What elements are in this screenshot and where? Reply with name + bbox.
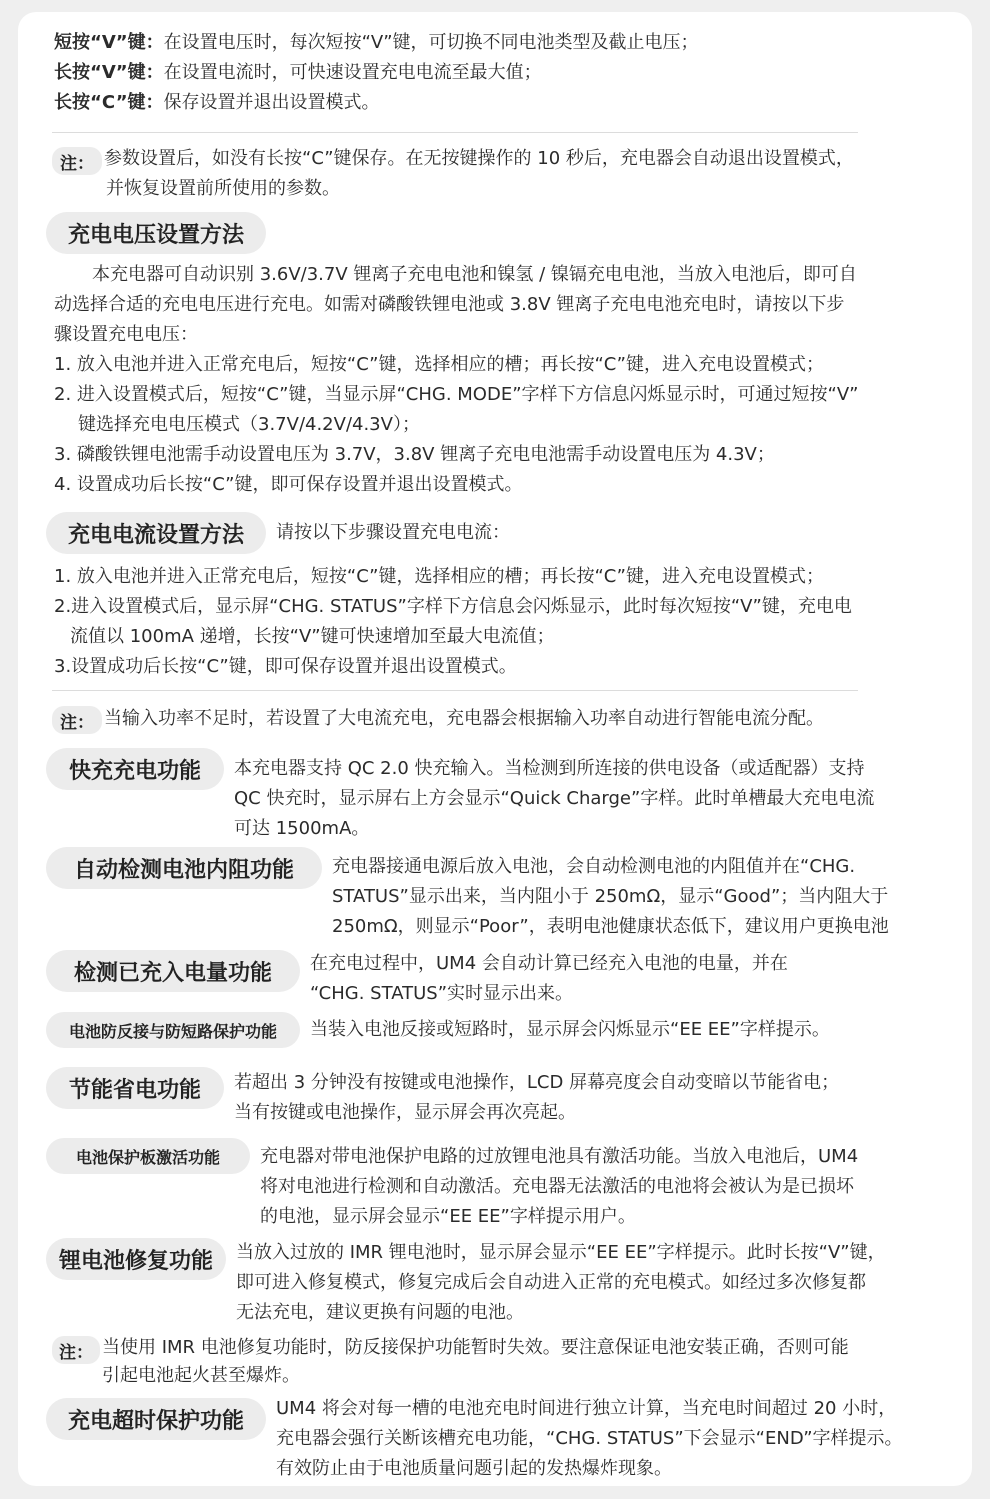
voltage-intro-line: 本充电器可自动识别 3.6V/3.7V 锂离子充电电池和镍氢 / 镍镉充电电池，当放入电池后，即可自: [92, 264, 857, 285]
current-subtitle: 请按以下步骤设置充电电流：: [276, 522, 510, 543]
voltage-step: 4. 设置成功后长按“C”键，即可保存设置并退出设置模式。: [54, 474, 523, 495]
key-short-v-text: 在设置电压时，每次短按“V”键，可切换不同电池类型及截止电压；: [163, 32, 699, 53]
feature-text-resistance: [332, 852, 889, 942]
voltage-step: 1. 放入电池并进入正常充电后，短按“C”键，选择相应的槽；再长按“C”键，进入充电设置模式；: [54, 354, 824, 375]
note-line: 当使用 IMR 电池修复功能时，防反接保护功能暂时失效。要注意保证电池安装正确，否则可能: [102, 1337, 849, 1358]
feature-text-timeout: [276, 1394, 903, 1484]
voltage-step: 3. 磷酸铁锂电池需手动设置电压为 3.7V，3.8V 锂离子充电电池需手动设置电压为 4.3V；: [54, 444, 775, 465]
feature-line: 充电器对带电池保护电路的过放锂电池具有激活功能。当放入电池后，UM4: [260, 1146, 859, 1167]
feature-line: 充电器会强行关断该槽充电功能，“CHG. STATUS”下会显示“END”字样提示。: [276, 1428, 903, 1449]
feature-line: 250mΩ，则显示“Poor”，表明电池健康状态低下，建议用户更换电池: [332, 916, 889, 937]
feature-line: 充电器接通电源后放入电池，会自动检测电池的内阻值并在“CHG.: [332, 856, 856, 877]
feature-line: 在充电过程中，UM4 会自动计算已经充入电池的电量，并在: [310, 953, 788, 974]
voltage-intro-line: 骤设置充电电压：: [54, 324, 198, 345]
current-step: 1. 放入电池并进入正常充电后，短按“C”键，选择相应的槽；再长按“C”键，进入充电设置模式；: [54, 566, 824, 587]
feature-line: 将对电池进行检测和自动激活。充电器无法激活的电池将会被认为是已损坏: [260, 1176, 854, 1197]
feature-text-reverse: [310, 1015, 830, 1045]
key-long-c-label: 长按“C”键：: [54, 92, 164, 113]
voltage-step: 2. 进入设置模式后，短按“C”键，当显示屏“CHG. MODE”字样下方信息闪烁显示时，可通过短按“V”: [54, 384, 859, 405]
key-long-v-label: 长按“V”键：: [54, 62, 164, 83]
feature-text-fast-charge: [234, 754, 874, 844]
feature-title-reverse: 电池防反接与防短路保护功能: [46, 1012, 300, 1048]
feature-title-power-save: 节能省电功能: [46, 1067, 224, 1109]
feature-text-repair: [236, 1238, 886, 1328]
feature-line: UM4 将会对每一槽的电池充电时间进行独立计算，当充电时间超过 20 小时，: [276, 1398, 897, 1419]
note-line: 引起电池起火甚至爆炸。: [102, 1365, 300, 1386]
feature-line: 有效防止由于电池质量问题引起的发热爆炸现象。: [276, 1458, 672, 1479]
feature-line: 可达 1500mA。: [234, 818, 370, 839]
feature-line: STATUS”显示出来，当内阻小于 250mΩ，显示“Good”；当内阻大于: [332, 886, 889, 907]
feature-text-activation: [260, 1142, 858, 1232]
current-step: 3.设置成功后长按“C”键，即可保存设置并退出设置模式。: [54, 656, 517, 677]
voltage-steps: [54, 350, 859, 500]
feature-title-fast-charge: 快充充电功能: [46, 748, 224, 790]
manual-page: [18, 12, 972, 1486]
voltage-intro-line: 动选择合适的充电电压进行充电。如需对磷酸铁锂电池或 3.8V 锂离子充电电池充电时，请按以下步: [54, 294, 845, 315]
note-tag: 注：: [52, 1336, 100, 1364]
current-steps: [54, 562, 852, 682]
note-line: 并恢复设置前所使用的参数。: [106, 178, 340, 199]
current-step: 2.进入设置模式后，显示屏“CHG. STATUS”字样下方信息会闪烁显示，此时每次短按“V”键，充电电: [54, 596, 852, 617]
note-tag: 注：: [52, 147, 102, 175]
feature-title-activation: 电池保护板激活功能: [46, 1138, 250, 1174]
voltage-step: 键选择充电电压模式（3.7V/4.2V/4.3V）；: [78, 414, 420, 435]
note-text: 当输入功率不足时，若设置了大电流充电，充电器会根据输入功率自动进行智能电流分配。: [104, 708, 824, 729]
feature-text-capacity: [310, 949, 788, 1009]
feature-line: “CHG. STATUS”实时显示出来。: [310, 983, 574, 1004]
feature-text-power-save: [234, 1068, 839, 1128]
key-short-v-label: 短按“V”键：: [54, 32, 164, 53]
feature-line: 当放入过放的 IMR 锂电池时，显示屏会显示“EE EE”字样提示。此时长按“V”键，: [236, 1242, 886, 1263]
feature-title-capacity: 检测已充入电量功能: [46, 950, 300, 992]
feature-line: 的电池，显示屏会显示“EE EE”字样提示用户。: [260, 1206, 636, 1227]
feature-line: 若超出 3 分钟没有按键或电池操作，LCD 屏幕亮度会自动变暗以节能省电；: [234, 1072, 840, 1093]
note-text: [104, 144, 854, 204]
key-long-c-text: 保存设置并退出设置模式。: [163, 92, 380, 113]
divider: [52, 132, 858, 133]
section-title-voltage: 充电电压设置方法: [46, 212, 266, 254]
feature-line: QC 快充时，显示屏右上方会显示“Quick Charge”字样。此时单槽最大充电电流: [234, 788, 875, 809]
current-step: 流值以 100mA 递增，长按“V”键可快速增加至最大电流值；: [70, 626, 555, 647]
feature-line: 本充电器支持 QC 2.0 快充输入。当检测到所连接的供电设备（或适配器）支持: [234, 758, 865, 779]
feature-line: 即可进入修复模式，修复完成后会自动进入正常的充电模式。如经过多次修复都: [236, 1272, 866, 1293]
key-long-c-row: [54, 88, 380, 118]
feature-title-timeout: 充电超时保护功能: [46, 1398, 266, 1440]
key-short-v-row: [54, 28, 699, 58]
voltage-intro: [54, 260, 857, 350]
note-tag: 注：: [52, 706, 102, 734]
feature-title-repair: 锂电池修复功能: [46, 1238, 226, 1280]
note-text: [102, 1334, 849, 1390]
feature-title-resistance: 自动检测电池内阻功能: [46, 847, 322, 889]
note-line: 参数设置后，如没有长按“C”键保存。在无按键操作的 10 秒后，充电器会自动退出设置模式，: [104, 148, 854, 169]
key-long-v-text: 在设置电流时，可快速设置充电电流至最大值；: [163, 62, 542, 83]
feature-line: 无法充电，建议更换有问题的电池。: [236, 1302, 524, 1323]
section-title-current: 充电电流设置方法: [46, 512, 266, 554]
feature-line: 当装入电池反接或短路时，显示屏会闪烁显示“EE EE”字样提示。: [310, 1019, 830, 1040]
feature-line: 当有按键或电池操作，显示屏会再次亮起。: [234, 1102, 576, 1123]
key-long-v-row: [54, 58, 542, 88]
divider: [52, 690, 858, 691]
